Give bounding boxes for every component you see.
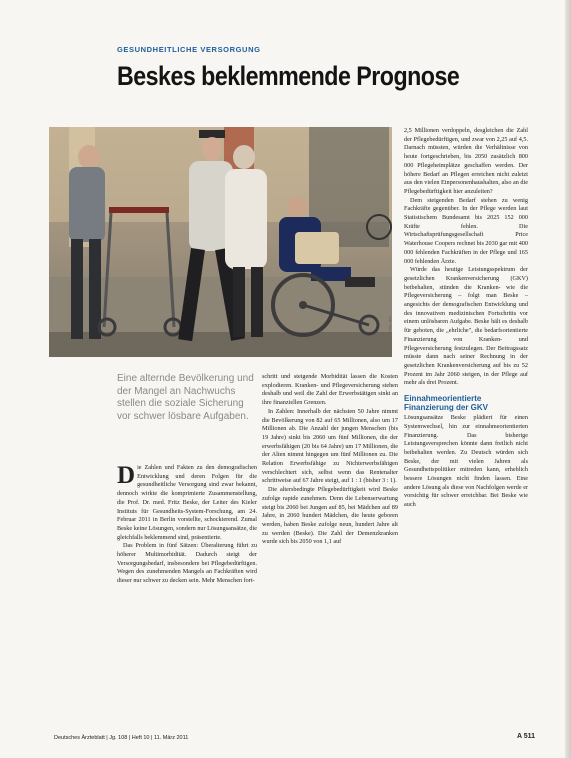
paragraph: In Zahlen: Innerhalb der nächsten 50 Jahre nimmt die Bevölkerung von 82 auf 65 Millionen, also um 17 Millionen ab. Die Anzahl der jungen Menschen (bis 19 Jahre) sinkt bis 2060 um fünf Millionen, die der erwerbsfähigen (20 bis 64 Jahre) um 17 Millionen, die der Alten nimmt hingegen um fünf Millionen zu. Die Relation Erwerbsfähige zu Nichterwerbsfähigen verschlechtert sich, selbst wenn das Rentenalter schrittweise auf 67 Jahre steigt, auf 1 : 1 (bisher 3 : 1). <box>262 407 398 485</box>
paragraph: Die altersbedingte Pflegebedürftigkeit wird Beske zufolge rapide zunehmen. Denn die Lebenserwartung steigt bis 2060 bei Jungen auf 85, bei Mädchen auf 89 Jahre, in 2060 hundert Mädchen, die heute geboren werden, haben Beske zufolge neun, hundert Jahre alt zu werden (Beske). Die Zahl der Demenzkranken wurde sich bis 2050 von 1,1 auf <box>262 486 398 546</box>
paragraph: ie Zahlen und Fakten zu den demografischen Entwicklung und deren Folgen für die gesundheitliche Versorgung sind zwar bekannt, dennoch wirkte die komprimierte Zusammenstellung, die Prof. Dr. med. Fritz Beske, der Leiter des Kieler Instituts für Gesundheits-System-Forschung, am 24. Februar 2011 in Berlin vorstellte, schockierend. Zumal Beske keine Lösungen, sondern nur Lösungsansätze, die gleichfalls beklemmend sind, präsentierte. <box>117 464 257 541</box>
article-headline: Beskes beklemmende Prognose <box>117 61 460 91</box>
section-subhead: Einnahmeorientierte Finanzierung der GKV <box>404 394 489 413</box>
text-column-2 <box>262 373 398 547</box>
paragraph: 2,5 Millionen verdoppeln, desgleichen die Zahl der Pflegebedürftigen, und zwar von 2,25 auf 4,5. Darnach müssten, würden die Verhältnisse von heute fortgeschrieben, bis 2050 zusätzlich 800 000 Pflegeheimplätze geschaffen werden. Der höhere Bedarf an Pflegen erreichen nicht zuletzt aus den vielen Einpersonenhaushalten, also an die Pflegebedürftigkeit hier anzuleiten? <box>404 127 528 195</box>
text-column-3 <box>404 127 528 510</box>
article-lead: Eine alternde Bevölkerung und der Mangel an Nachwuchs stellen die soziale Sicherung vor schwer lösbare Aufgaben. <box>117 373 254 422</box>
footer-publication-info: Deutsches Ärzteblatt | Jg. 108 | Heft 10 | 11. März 2011 <box>54 735 189 741</box>
article-photo <box>49 127 392 357</box>
street-scene-image <box>49 127 392 357</box>
page-number: A 511 <box>517 733 536 740</box>
page-fold-shadow <box>565 0 571 758</box>
section-kicker: GESUNDHEITLICHE VERSORGUNG <box>117 45 261 54</box>
paragraph: Das Problem in fünf Sätzen: Überalterung führt zu höherer Multimorbidität. Dadurch steigt der Versorgungsbedarf, insbesondere bei Pflegebedürftigen. Wegen des zunehmenden Mangels an Fachkräften wird dieser nur schwer zu decken sein. Mehr Menschen fort- <box>117 542 257 585</box>
paragraph: Dem steigenden Bedarf stehen zu wenig Fachkräfte gegenüber. In der Pflege werden laut Statistischem Bundesamt bis 2025 152 000 Kräfte fehlen. Die Wirtschaftsprüfungsgesellschaft Price Waterhouse Coopers rechnet bis 2030 gar mit 400 000 fehlenden Fachkräften in der Pflege und 165 000 fehlenden Ärzte. <box>404 196 528 265</box>
paragraph: Würde das heutige Leistungsspektrum der gesetzlichen Krankenversicherung (GKV) beibehalten, stünden die Kranken- wie die Pflegeversicherung – folgt man Beske – angesichts der demografischen Entwicklung und des innovativen medizinischen Fortschritts vor einem unlösbaren Aufgabe. Beske hält es deshalb für geboten, die „ehrliche", die bedarfsorientierte Finanzierung von Kranken- und Pflegeversicherung festzulegen. Der Beitragssatz müsste dann nach seiner Rechnung in der gesetzlichen Krankenversicherung auf bis zu 52 Prozent im Jahr 2060 steigen, in der Pflege auf mehr als drei Prozent. <box>404 266 528 387</box>
paragraph: Lösungsansätze Beske plädiert für einen Systemwechsel, hin zur einnahmeorientierten Finanzierung. Das bisherige Leistungsversprechen könnte dann freilich nicht beibehalten werden. Zu Deutsch würden sich Beske, der mit vielen Jahren als Gesundheitspolitiker mitreden kann, erheblich bessere Lösungen nicht finden lassen. Eine andere Lösung als diese von Nachfolgen werde er vorsichtig für schwer erreichbar. Bei Beske wie auch <box>404 414 528 509</box>
photo-credit: Foto: dpa <box>387 316 392 333</box>
paragraph: schritt und steigende Morbidität lassen die Kosten explodieren. Kranken- und Pflegeversicherung stehen deshalb und weil die Zahl der Erwerbstätigen sinkt an ihre finanziellen Grenzen. <box>262 373 398 407</box>
text-column-1 <box>117 464 257 586</box>
drop-cap: D <box>117 462 136 489</box>
